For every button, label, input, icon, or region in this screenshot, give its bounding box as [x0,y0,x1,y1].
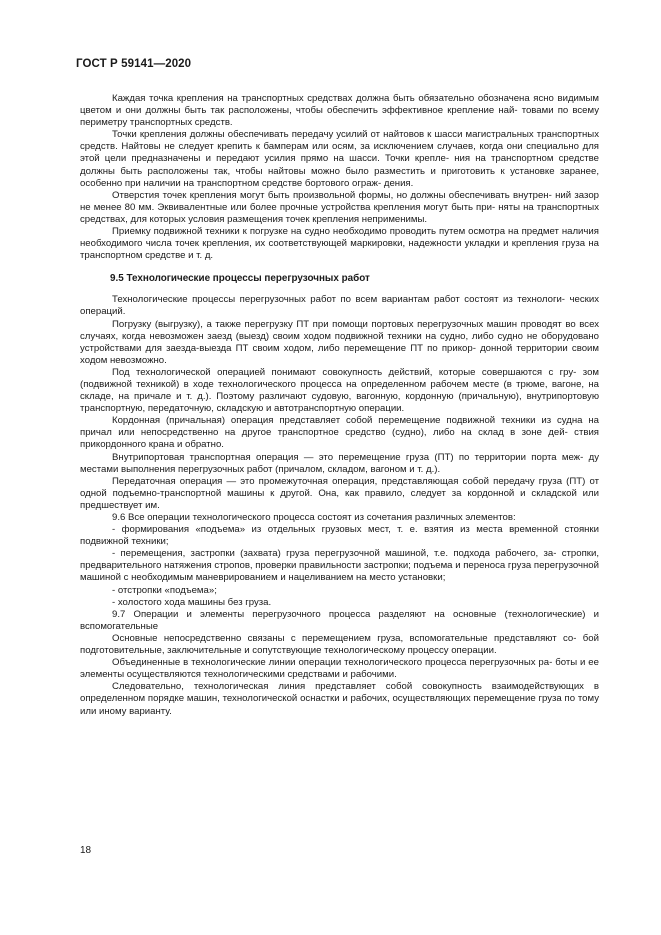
text-line: - отстропки «подъема»; [112,584,217,596]
text-line: на причал или непосредственно на другое транспортное средство (судно), либо на склад в зоне дей- [80,415,599,439]
text-line: - формирования «подъема» из отдельных грузовых мест, т. е. взятия из места временной стоянки [112,524,599,536]
text-line: Технологические процессы перегрузочных работ по всем вариантам работ состоят из технологи- [112,294,566,306]
text-line: - холостого хода машины без груза. [112,596,272,608]
text-line: Отверстия точек крепления могут быть произвольной формы, но должны обеспечивать внутрен- [112,189,552,201]
text-line: Кордонная (причальная) операция представляет собой перемещение подвижной техники из судна [112,415,583,427]
text-line: Передаточная операция — это промежуточная операция, представляющая собой передачу груза [112,475,563,487]
text-line: товами по всему периметру транспортных средств. [80,105,600,129]
text-line: Каждая точка крепления на транспортных средствах должна быть обязательно обозначена ясно [112,93,554,104]
document-header: ГОСТ Р 59141—2020 [76,58,192,70]
paragraph [80,415,599,451]
text-line: наличия необходимого числа точек крепления, их соответствующей маркировки, надежности укладки и [80,226,599,250]
text-line: (ПТ) от одной подъемно-транспортной машины к другой. Она, как правило, следует за кордонной и [80,475,599,499]
text-line: вспомогательные [80,620,159,632]
text-line: крепления груза на транспортном средстве и т. д. [80,238,599,262]
document-body [80,93,599,718]
paragraph [80,190,599,226]
text-line: Следовательно, технологическая линия представляет собой совокупность взаимодействующих в [112,681,599,693]
text-line: дения. [383,177,414,189]
text-line: Внутрипортовая транспортная операция — это перемещение груза (ПТ) по территории порта меж- [112,451,584,463]
text-line: боты и ее элементы осуществляются технологическими средствами и рабочими. [80,657,599,681]
text-line: зом (подвижной техникой) в ходе технологического процесса на определенном рабочем месте (в трюме, [80,366,600,390]
text-line: Объединенные в технологические линии операции технологического процесса перегрузочных ра- [112,657,553,669]
text-line: ческих операций. [80,294,599,318]
text-line: ния на транспортном средстве должны быть расположены так, чтобы найтовы можно было разместить [80,153,599,177]
text-line: когда они специально для этой цели предназначены и передают усилия прямо на шасси. Точки крепле- [80,141,599,165]
text-line: вагоне, на складе, на причале и т. д.). Поэтому различают судовую, вагонную, кордонную (причальную), [80,378,600,403]
text-line: внутрипортовую транспортную, передаточную, складскую и автотранспортную операции. [80,391,600,415]
bottom-paragraphs [80,294,599,717]
text-line: - перемещения, застропки (захвата) груза перегрузочной машиной, т.е. подхода рабочего, за- [112,548,557,560]
text-line: 9.7 Операции и элементы перегрузочного процесса разделяют на основные (технологические) и [112,608,599,620]
text-line: Точки крепления должны обеспечивать передачу усилий от найтовов к шасси магистральных [112,129,534,141]
paragraph [80,476,599,512]
paragraph [80,681,599,717]
paragraph [80,609,599,633]
paragraph [80,512,599,524]
text-line: во всех случаях, когда невозможен заезд (выезд) своим ходом подвижной техники на судно, либо судно [80,318,599,342]
text-line: бой подготовительные, заключительные и сопутствующие технологическому процессу операции. [80,632,599,657]
text-line: стропки, предварительного натяжения стропов, проверки правильности застропки; подъема и переноса [80,548,599,572]
text-line: Приемку подвижной техники к погрузке на судно необходимо проводить путем осмотра на предмет [112,226,559,238]
page-number: 18 [80,845,92,856]
text-line: Под технологической операцией понимают совокупность действий, которые совершаются с гру- [112,366,577,378]
paragraph [80,657,599,681]
text-line: донной территории своим ходом невозможно. [80,342,599,366]
paragraph [80,93,599,129]
top-paragraphs [80,93,599,262]
paragraph [80,294,599,318]
section-heading: 9.5 Технологические процессы перегрузочных работ [110,273,370,285]
paragraph [80,597,599,609]
text-line: Погрузку (выгрузку), а также перегрузку ПТ при помощи портовых перегрузочных машин проводят [112,318,562,330]
paragraph [80,367,599,415]
text-line: не оборудовано устройствами для заезда-выезда ПТ своим ходом, либо перемещение ПТ по прикор- [80,330,599,354]
paragraph [80,319,599,367]
paragraph [80,585,599,597]
text-line: и приготовить к установке заранее, особенно при наличии на транспортном средстве бортового ограж- [80,165,600,189]
paragraph [80,524,599,548]
text-line: ду местами выполнения перегрузочных работ (причалом, складом, вагоном и т. д.). [80,451,599,475]
text-line: определенном порядке машин, технологической оснастки и рабочих, осуществляющих перемещение [80,693,536,705]
text-line: Основные непосредственно связаны с перемещением груза, вспомогательные представляют со- [112,632,577,644]
text-line: 9.6 Все операции технологического процесса состоят из сочетания различных элементов: [112,512,516,523]
text-line: складской или предшествует им. [80,487,599,511]
text-line: няты на транспортных средствах, для которых условия размещения точек крепления неприменимы. [80,201,599,225]
paragraph [80,633,599,657]
paragraph [80,452,599,476]
text-line: груза перегрузочной машиной с необходимым маневрированием и нацеливанием на место установки; [80,560,600,584]
text-line: подвижной техники; [80,536,169,548]
text-line: груза по тому или иному варианту. [80,693,599,717]
text-line: ний зазор не менее 80 мм. Эквивалентные или более прочные устройства крепления могут быть при- [80,189,600,213]
paragraph [80,226,599,262]
text-line: видимым цветом и они должны быть так расположены, чтобы обеспечить эффективное крепление най- [80,93,599,117]
text-line: ствия прикордонного крана и обратно. [80,427,599,451]
paragraph [80,129,599,189]
text-line: транспортных средств. Найтовы не следует крепить к бамперам или осям, за исключением случаев, [80,129,599,153]
paragraph [80,548,599,584]
